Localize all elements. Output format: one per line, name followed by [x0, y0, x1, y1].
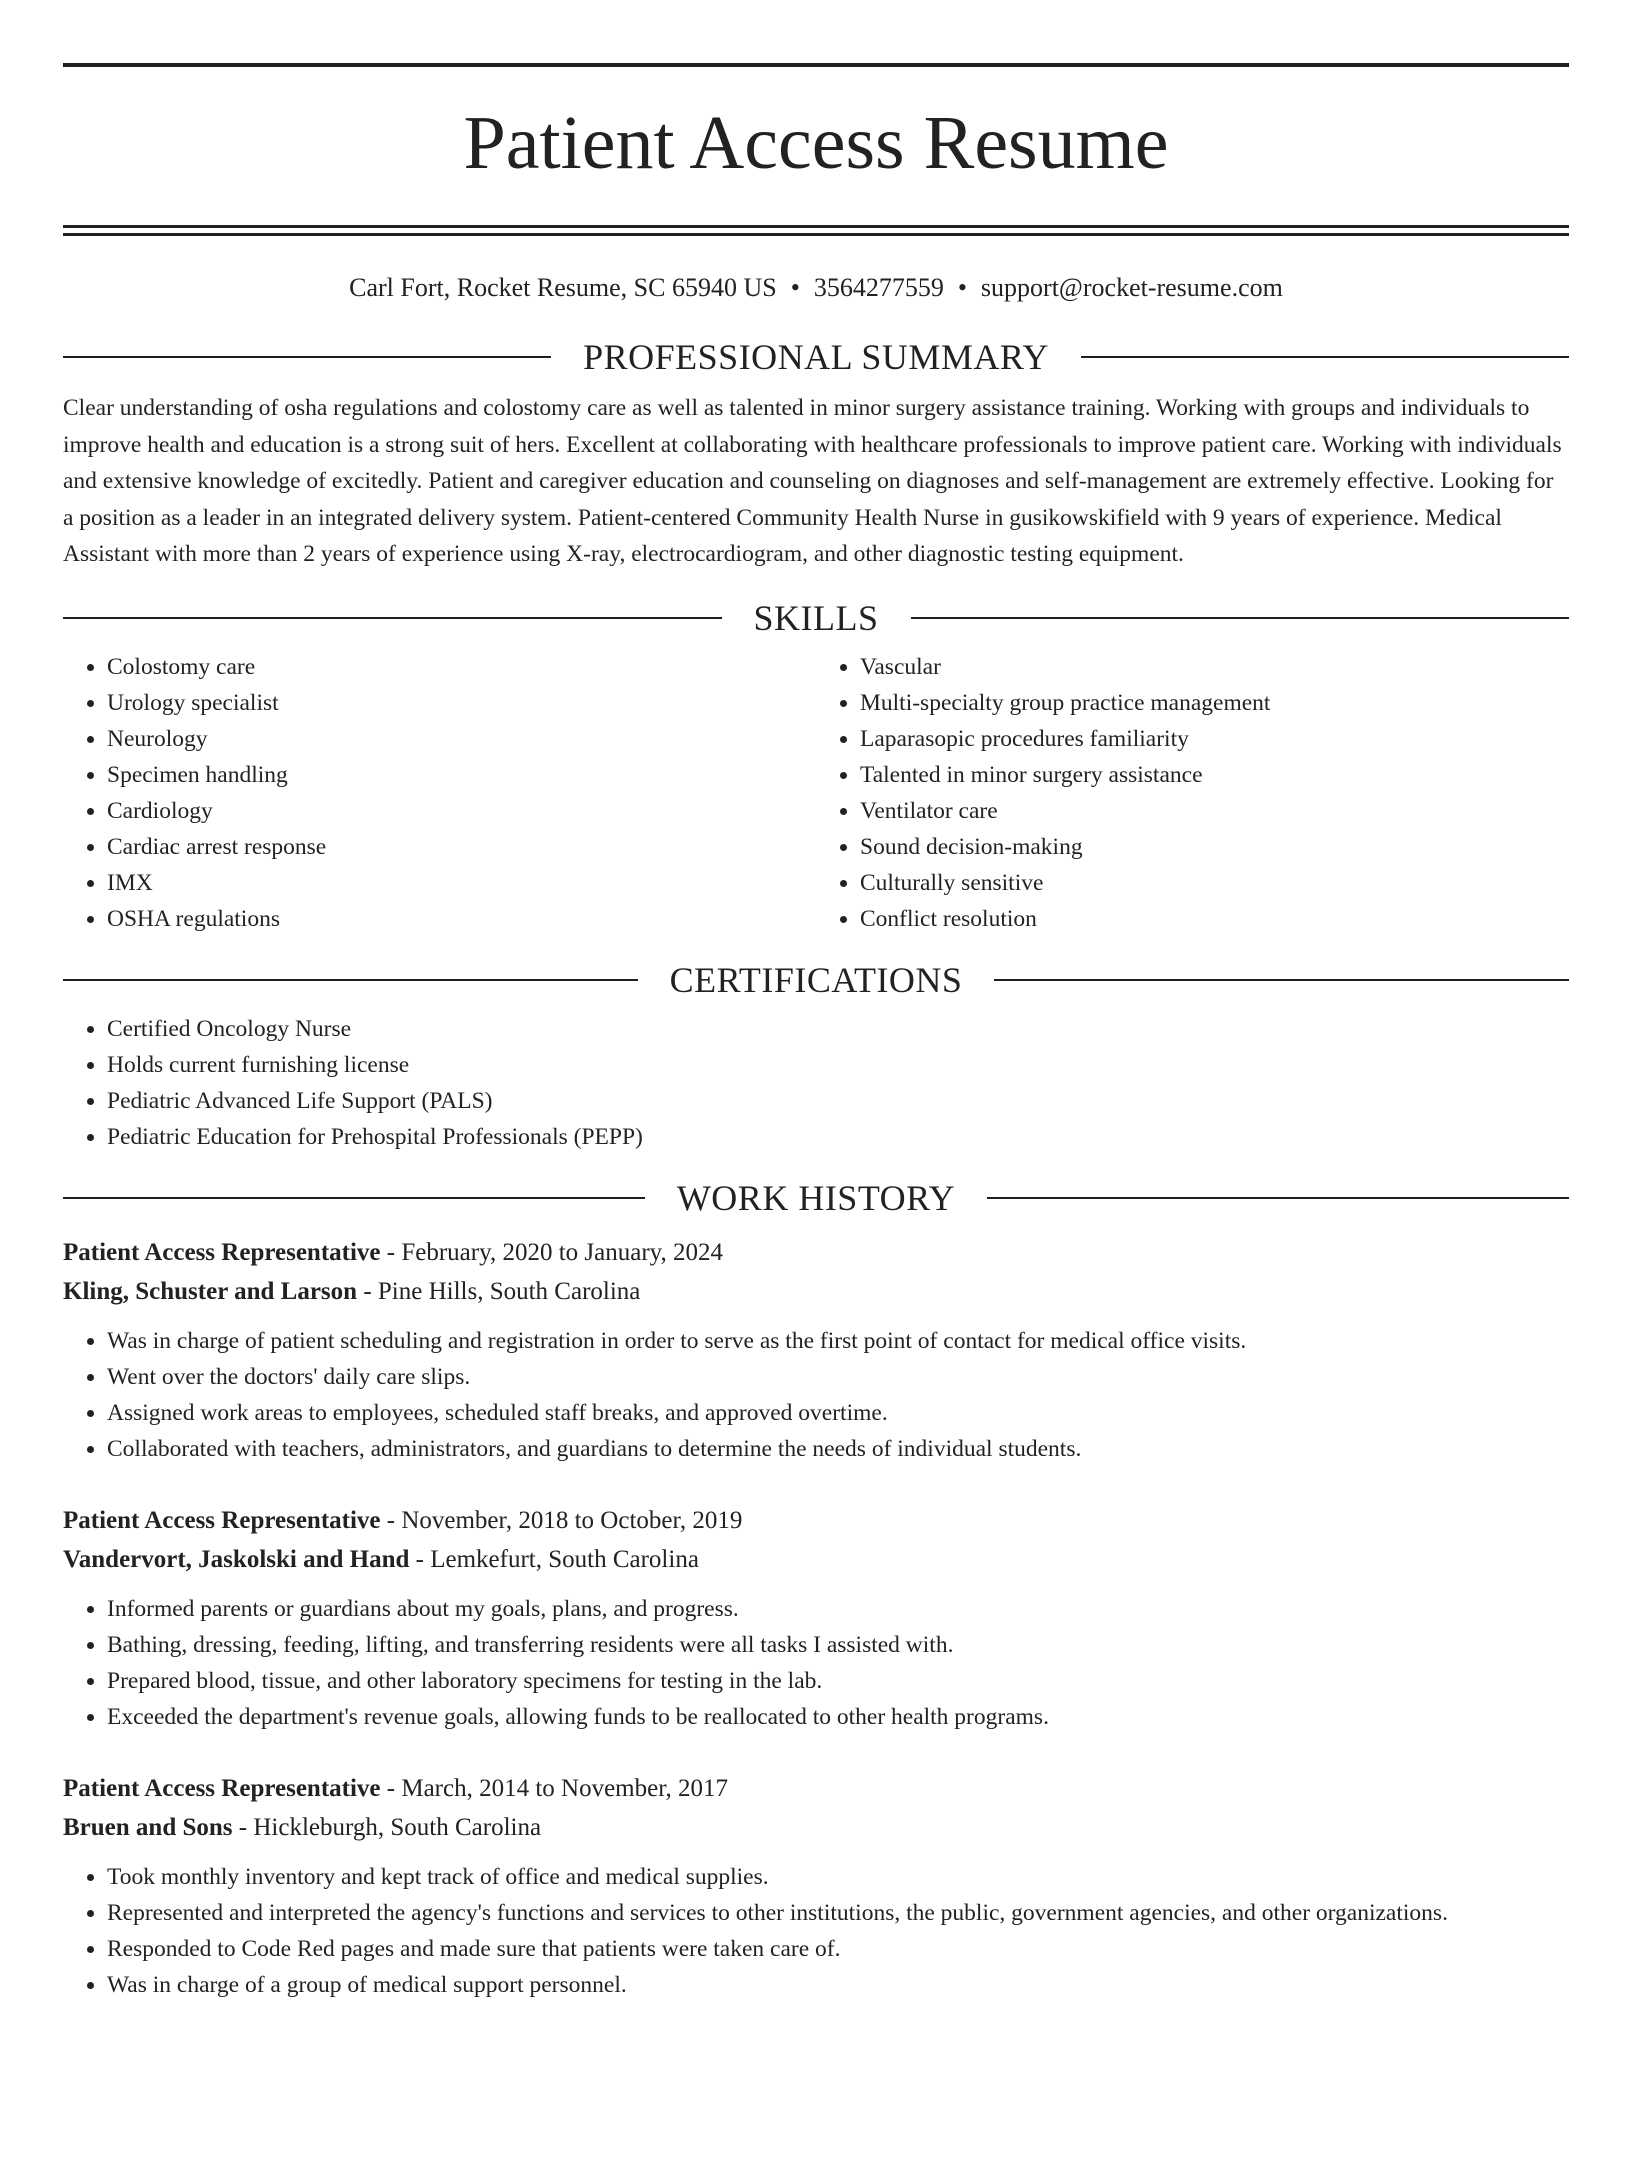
section-header-work [63, 1173, 1569, 1223]
top-rule [63, 63, 1569, 67]
job-role: Patient Access Representative [63, 1506, 381, 1534]
job-bullet: • Informed parents or guardians about my goals, plans, and progress. [107, 1591, 1569, 1627]
skill-item: • Cardiology [107, 793, 816, 829]
skill-item: • Sound decision-making [860, 829, 1569, 865]
skills-columns [63, 649, 1569, 937]
skills-list-right [816, 649, 1569, 937]
job-location: - Pine Hills, South Carolina [357, 1277, 641, 1305]
skill-item: • Urology specialist [107, 685, 816, 721]
resume-page [0, 63, 1632, 2175]
skill-item: • Laparasopic procedures familiarity [860, 721, 1569, 757]
job-company: Kling, Schuster and Larson [63, 1277, 358, 1305]
job-company-line [63, 1808, 1569, 1847]
section-title-skills: SKILLS [753, 597, 879, 638]
job-dates: - March, 2014 to November, 2017 [380, 1774, 729, 1802]
skill-item: • Specimen handling [107, 757, 816, 793]
job-bullet: • Collaborated with teachers, administrators, and guardians to determine the needs of individual students. [107, 1431, 1569, 1467]
job-bullet: • Exceeded the department's revenue goals, allowing funds to be reallocated to other health programs. [107, 1699, 1569, 1735]
contact-phone: 3564277559 [813, 273, 944, 302]
section-rule [63, 1197, 645, 1199]
skill-item: • IMX [107, 865, 816, 901]
skill-item: • Conflict resolution [860, 901, 1569, 937]
job-location: - Lemkefurt, South Carolina [409, 1545, 699, 1573]
job-location: - Hickleburgh, South Carolina [232, 1813, 542, 1841]
skill-item: • OSHA regulations [107, 901, 816, 937]
section-title-summary: PROFESSIONAL SUMMARY [583, 337, 1049, 377]
job-bullet: • Was in charge of patient scheduling and registration in order to serve as the first point of contact for medical office visits. [107, 1323, 1569, 1359]
job-bullet: • Went over the doctors' daily care slips. [107, 1359, 1569, 1395]
certification-item: • Pediatric Advanced Life Support (PALS) [107, 1083, 1569, 1119]
skill-item: • Vascular [860, 649, 1569, 685]
contact-address: Carl Fort, Rocket Resume, SC 65940 US [349, 273, 777, 302]
contact-separator: • [957, 273, 967, 302]
certifications-list [63, 1011, 1569, 1155]
job-entry [63, 1769, 1569, 2003]
job-company: Vandervort, Jaskolski and Hand [63, 1545, 410, 1573]
job-bullet: • Bathing, dressing, feeding, lifting, and transferring residents were all tasks I assisted with. [107, 1627, 1569, 1663]
section-title-work: WORK HISTORY [676, 1177, 956, 1218]
section-header-certifications [63, 955, 1569, 1005]
job-title-line [63, 1233, 1569, 1272]
job-bullets [63, 1323, 1569, 1467]
section-rule [63, 356, 551, 358]
job-company-line [63, 1540, 1569, 1579]
job-entry [63, 1501, 1569, 1735]
skill-item: • Ventilator care [860, 793, 1569, 829]
job-bullet: • Assigned work areas to employees, scheduled staff breaks, and approved overtime. [107, 1395, 1569, 1431]
job-bullet: • Prepared blood, tissue, and other laboratory specimens for testing in the lab. [107, 1663, 1569, 1699]
job-title-line [63, 1769, 1569, 1808]
section-rule [63, 979, 638, 981]
section-header-skills [63, 593, 1569, 643]
certification-item: • Pediatric Education for Prehospital Professionals (PEPP) [107, 1119, 1569, 1155]
section-rule [911, 617, 1570, 619]
job-bullets [63, 1591, 1569, 1735]
section-rule [987, 1197, 1569, 1199]
job-role: Patient Access Representative [63, 1774, 381, 1802]
certification-item: • Certified Oncology Nurse [107, 1011, 1569, 1047]
skill-item: • Colostomy care [107, 649, 816, 685]
job-bullets [63, 1859, 1569, 2003]
section-title-certifications: CERTIFICATIONS [669, 959, 963, 1000]
job-company-line [63, 1272, 1569, 1311]
contact-line [63, 270, 1569, 306]
skills-list-left [63, 649, 816, 937]
title-double-rule [63, 225, 1569, 236]
skill-item: • Talented in minor surgery assistance [860, 757, 1569, 793]
skill-item: • Cardiac arrest response [107, 829, 816, 865]
job-dates: - February, 2020 to January, 2024 [380, 1238, 724, 1266]
job-bullet: • Responded to Code Red pages and made sure that patients were taken care of. [107, 1931, 1569, 1967]
skill-item: • Culturally sensitive [860, 865, 1569, 901]
section-rule [1081, 356, 1569, 358]
job-role: Patient Access Representative [63, 1238, 381, 1266]
job-bullet: • Was in charge of a group of medical support personnel. [107, 1967, 1569, 2003]
job-title-line [63, 1501, 1569, 1540]
certification-item: • Holds current furnishing license [107, 1047, 1569, 1083]
summary-paragraph: Clear understanding of osha regulations and colostomy care as well as talented in minor surgery assistance training. Working with groups and individuals to improve health and education is a strong suit of hers. Excellent at collaborating with healthcare professionals to improve patient care. Working with individuals and extensive knowledge of excitedly. Patient and caregiver education and counseling on diagnoses and self-management are extremely effective. Looking for a position as a leader in an integrated delivery system. Patient-centered Community Health Nurse in gusikowskifield with 9 years of experience. Medical Assistant with more than 2 years of experience using X-ray, electrocardiogram, and other diagnostic testing equipment. [63, 395, 1562, 567]
section-header-summary [63, 332, 1569, 382]
skill-item: • Neurology [107, 721, 816, 757]
resume-title: Patient Access Resume [463, 101, 1169, 185]
contact-email: support@rocket-resume.com [980, 273, 1283, 302]
job-bullet: • Took monthly inventory and kept track of office and medical supplies. [107, 1859, 1569, 1895]
section-rule [63, 617, 722, 619]
job-bullet: • Represented and interpreted the agency's functions and services to other institutions, the public, government agencies, and other organizations. [107, 1895, 1569, 1931]
job-dates: - November, 2018 to October, 2019 [380, 1506, 743, 1534]
job-entry [63, 1233, 1569, 1467]
job-company: Bruen and Sons [63, 1813, 233, 1841]
section-rule [994, 979, 1569, 981]
skill-item: • Multi-specialty group practice management [860, 685, 1569, 721]
contact-separator: • [790, 273, 800, 302]
